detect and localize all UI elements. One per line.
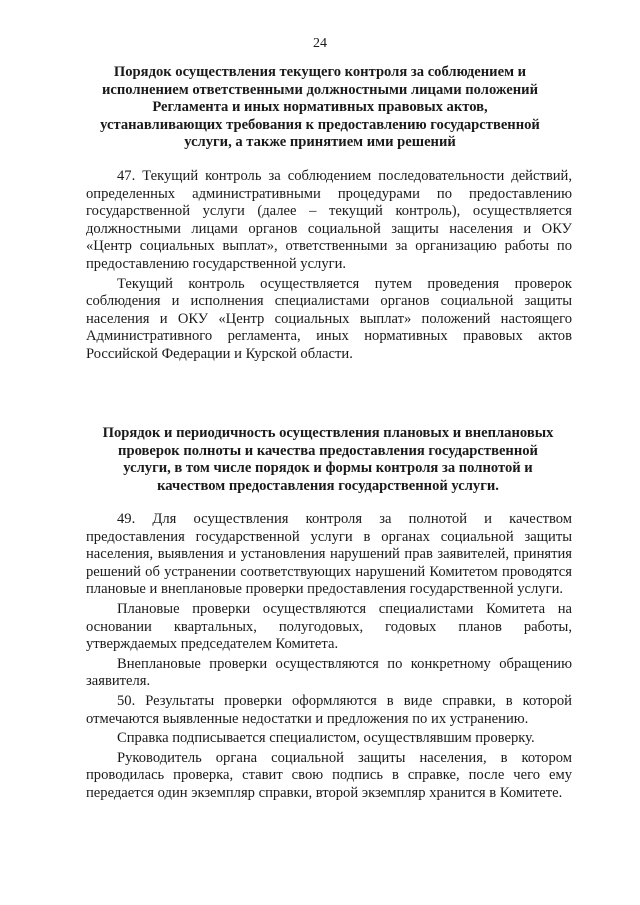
- paragraph-49: 49. Для осуществления контроля за полнотой и качеством предоставления государственной услуги в органах социальной защиты населения, выявления и установления нарушений прав заявителей, принятия решений об устранении соответствующих нарушений Комитетом проводятся плановые и внеплановые проверки предоставления государственной услуги.: [86, 511, 572, 598]
- paragraph-47: 47. Текущий контроль за соблюдением последовательности действий, определенных административными процедурами по предоставлению государственной услуги (далее – текущий контроль), осуществляется должностными лицами органов социальной защиты населения и ОКУ «Центр социальных выплат», ответственными за организацию работы по предоставлению государственной услуги.: [86, 168, 572, 272]
- paragraph-certificate-signing: Справка подписывается специалистом, осуществлявшим проверку.: [117, 730, 535, 747]
- paragraph-current-control-method: Текущий контроль осуществляется путем проведения проверок соблюдения и исполнения специалистами органов социальной защиты населения и ОКУ «Центр социальных выплат» положений настоящего Административного регламента, иных нормативных правовых актов Российской Федерации и Курской области.: [86, 275, 572, 362]
- section-body-current-control: [86, 168, 572, 366]
- page-number: 24: [313, 36, 327, 51]
- paragraph-unscheduled-inspections: Внеплановые проверки осуществляются по конкретному обращению заявителя.: [86, 655, 572, 690]
- section-heading-current-control: Порядок осуществления текущего контроля за соблюдением и исполнением ответственными должностными лицами положений Регламента и иных нормативных правовых актов, устанавливающих требования к предоставлению государственной услуги, а также принятием ими решений: [100, 64, 540, 151]
- paragraph-planned-inspections: Плановые проверки осуществляются специалистами Комитета на основании квартальных, полугодовых, годовых планов работы, утверждаемых председателем Комитета.: [86, 600, 572, 653]
- section-body-inspections: [86, 511, 572, 805]
- paragraph-head-signature: Руководитель органа социальной защиты населения, в котором проводилась проверка, ставит свою подпись в справке, после чего ему передается один экземпляр справки, второй экземпляр хранится в Комитете.: [86, 749, 572, 801]
- section-heading-inspections: Порядок и периодичность осуществления плановых и внеплановых проверок полноты и качества предоставления государственной услуги, в том числе порядок и формы контроля за полнотой и качеством предоставления государственной услуги.: [102, 425, 554, 494]
- paragraph-50: 50. Результаты проверки оформляются в виде справки, в которой отмечаются выявленные недостатки и предложения по их устранению.: [86, 692, 572, 727]
